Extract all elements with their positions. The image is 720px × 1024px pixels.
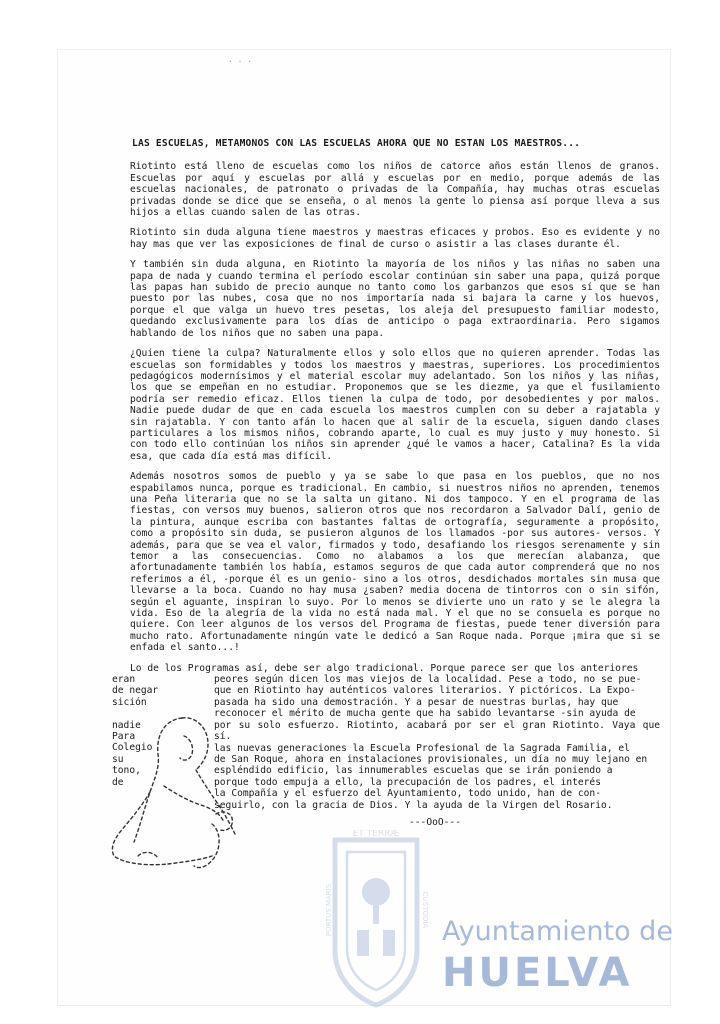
side-word: Colegio (112, 742, 153, 754)
wrapped-line: porque todo empuja a ello, la precupación de los padres, el interés (214, 776, 601, 788)
wrapped-line: de San Roque, ahora en instalaciones provisionales, un día no muy lejano en (214, 753, 648, 765)
side-word: de negar (112, 685, 159, 697)
wrapped-line: por su solo esfuerzo. Riotinto, acabará por ser el gran Riotinto. Vaya que sí. (214, 719, 660, 743)
wrapped-line: las nuevas generaciones la Escuela Profesional de la Sagrada Familia, el (214, 742, 630, 754)
shield-left-text: PORTUS MARIS (325, 883, 333, 937)
wrapped-line: la Compañía y el esfuerzo del Ayuntamiento, todo unido, han de con- (214, 788, 601, 800)
scan-mark: · · · (228, 57, 253, 66)
side-word: su (112, 753, 124, 765)
wrapped-line: que en Riotinto hay auténticos valores literarios. Y pictóricos. La Expo- (214, 685, 636, 697)
paragraph-5: Además nosotros somos de pueblo y ya se sabe lo que pasa en los pueblos, que no nos espabilamos nunca, porque es tradicional. En cambio, si nuestros niños no aprenden, tenemos una Peña literaria que no se la salta un gitano. Ni dos tampoco. Y en el programa de las fiestas, con versos muy buenos, salieron otros que nos recordaron a Salvador Dalí, genio de la pintura, aunque escriba con bastantes faltas de ortografía, seguramente a propósito, como a propósito sin duda, se pusieron algunos de los llamados -por sus autores- versos. Y además, para que se vea el valor, firmados y todo, desafiando los riesgos serenamente y sin temor a las consecuencias. Como no alabamos a los que merecían alabanza, que afortunadamente también los había, estamos seguros de que cada autor comprenderá que no nos referimos a él, -porque él es un genio- sino a los otros, desdichados mortales sin musa que llevarse a la boca. Cuando no hay musa ¿saben? media docena de tintorros con o sin sifón, según el aguante, inspiran lo suyo. Por lo menos se divierte uno un rato y se le alegra la vida. Eso de la alegría de la vida no está nada mal. Y el que no se consuela es porque no quiere. Con leer algunos de los versos del Programa de fiestas, puede tener diversión para mucho rato. Afortunadamente ningún vate le dedicó a San Roque nada. Porque ¡mira que si se enfada el santo...! (130, 471, 660, 654)
watermark-line2: HUELVA (442, 950, 633, 996)
wrapped-line: seguirlo, con la gracia de Dios. Y la ayuda de la Virgen del Rosario. (214, 799, 613, 811)
wrapped-line: peores según dicen los mas viejos de la localidad. Pese a todo, no se pue- (214, 674, 642, 686)
watermark-line1: Ayuntamiento de (442, 916, 673, 947)
illustration-seated-woman (104, 706, 254, 876)
wrapped-line: reconocer el mérito de mucha gente que ha sabido levantarse -sin ayuda de (214, 708, 636, 720)
paragraph-1: Riotinto está lleno de escuelas como los niños de catorce años están llenos de granos. Escuelas por aquí y escuelas por allá y escuelas por en medio, porque además de las escuelas nacionales, de patronato o privadas de la Compañía, hay muchas otras escuelas privadas donde se dice que se enseña, o al menos la gente lo piensa así porque lleva a sus hijos a ellas cuando salen de las otras. (130, 161, 660, 219)
paragraph-6-lead: Lo de los Programas así, debe ser algo tradicional. Porque parece ser que los anteriores (130, 662, 639, 674)
separator: ---OoO--- (409, 816, 461, 828)
shield-right-text: CUSTODIA (421, 891, 429, 929)
side-word: nadie (112, 719, 141, 731)
paragraph-3: Y también sin duda alguna, en Riotinto la mayoría de los niños y las niñas no saben una papa de nada y cuando termina el período escolar continúan sin saber una papa, quizá porque las papas han subido de precio aunque no tanto como los garbanzos que esos sí que se han puesto por las nubes, cosa que no nos importaría nada si bajara la carne y los huevos, porque el que valga un huevo tres pesetas, los aleja del presupuesto familiar modesto, quedando exclusivamente para los días de anticipo o paga extraordinaria. Pero sigamos hablando de los niños que no saben una papa. (130, 259, 660, 339)
wrapped-line: espléndido edificio, las innumerables escuelas que se irán poniendo a (214, 765, 613, 777)
side-word: eran (112, 674, 136, 686)
side-word: sición (112, 696, 147, 708)
paragraph-2: Riotinto sin duda alguna tiene maestros y maestras eficaces y probos. Eso es evidente y no hay mas que ver las exposiciones de final de curso o asistir a las clases durante él. (130, 227, 660, 250)
document-title: LAS ESCUELAS, METAMONOS CON LAS ESCUELAS AHORA QUE NO ESTAN LOS MAESTROS... (132, 138, 581, 149)
side-word: Para (112, 731, 136, 743)
paragraph-4: ¿Quien tiene la culpa? Naturalmente ellos y solo ellos que no quieren aprender. Todas las escuelas son formidables y todos los maestros y maestras, superiores. Los procedimientos pedagógicos modernísimos y el material escolar muy adelantado. Son los niños y las niñas, los que se empeñan en no estudiar. Proponemos que se les diezme, ya que el fusilamiento podría ser remedio eficaz. Ellos tienen la culpa de todo, por desobedientes y por malos. Nadie puede dudar de que en cada escuela los maestros cumplen con su deber a rajatabla y sin rajatabla. Y con tanto afán lo hacen que al salir de la escuela, siguen dando clases particulares a los mismos niños, cobrando aparte, lo cual es muy justo y muy honesto. Si con todo ello continúan los niños sin aprender ¿qué le vamos a hacer, Catalina? Es la vida esa, que cada día está mas difícil. (130, 348, 660, 462)
shield-top-text: ET TERRÆ (352, 830, 400, 839)
wrapped-line: pasada ha sido una demostración. Y a pesar de nuestras burlas, hay que (214, 696, 619, 708)
side-word: de (112, 776, 124, 788)
side-word: tono, (112, 765, 141, 777)
